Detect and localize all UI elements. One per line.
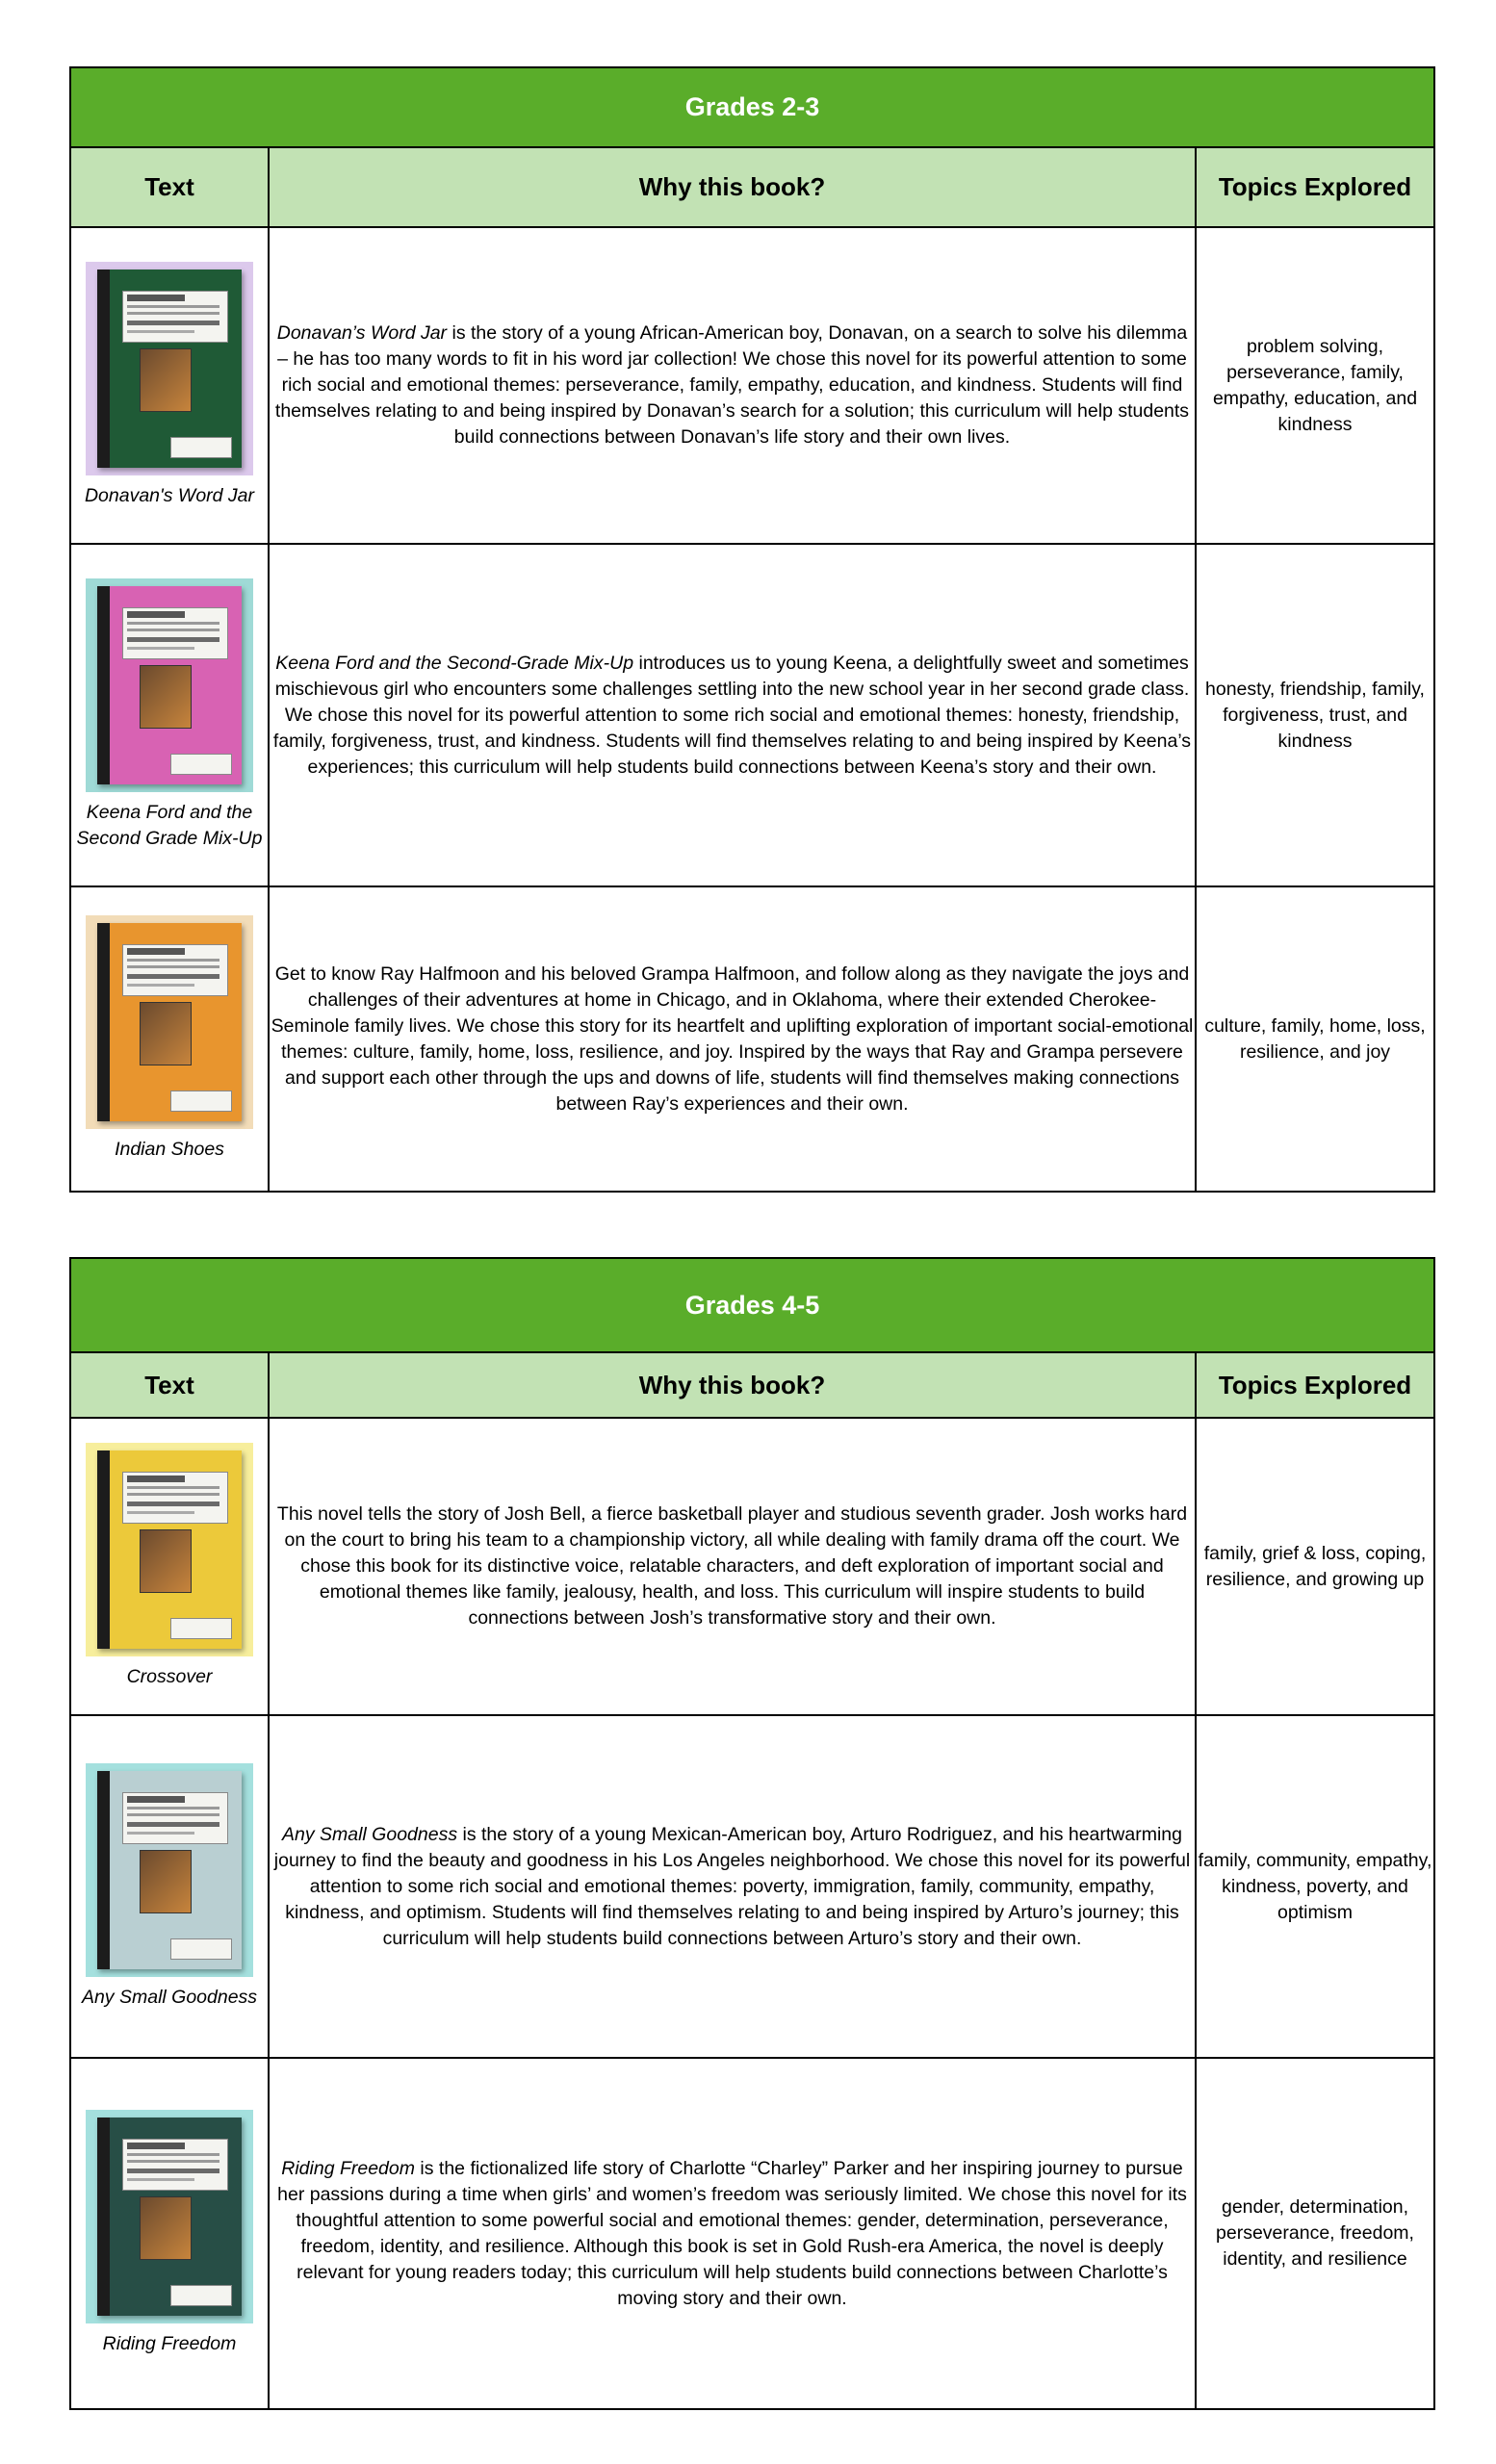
why-cell (269, 544, 1196, 886)
book-cover-image (86, 1443, 253, 1656)
why-book-title: Keena Ford and the Second-Grade Mix-Up (275, 652, 634, 674)
header-topics: Topics Explored (1196, 1352, 1434, 1418)
book-cover-image (86, 1763, 253, 1977)
book-cover-image (86, 262, 253, 475)
text-cell (70, 886, 269, 1192)
why-description: is the story of a young African-American boy, Donavan, on a search to solve his dilemma – he has too many words to fit in his word jar collection! We chose this novel for its powerful attention to some rich social and emotional themes: perseverance, family, empathy, education, and kindness. Students will find themselves relating to and being inspired by Donavan’s search for a solution; this curriculum will help students build connections between Donavan’s life story and their own lives. (274, 322, 1190, 448)
header-why: Why this book? (269, 147, 1196, 227)
text-cell (70, 1715, 269, 2058)
why-cell (269, 886, 1196, 1192)
why-description: is the story of a young Mexican-American boy, Arturo Rodriguez, and his heartwarming journey to find the beauty and goodness in his Los Angeles neighborhood. We chose this novel for its powerful attention to some rich social and emotional themes: poverty, immigration, family, community, empathy, kindness, and optimism. Students will find themselves relating to and being inspired by Arturo’s journey; this curriculum will help students build connections between Arturo’s story and their own. (273, 1823, 1191, 1949)
header-topics: Topics Explored (1196, 147, 1434, 227)
why-book-title: Any Small Goodness (281, 1823, 458, 1845)
why-description: introduces us to young Keena, a delightfully sweet and sometimes mischievous girl who encounters some challenges settling into the new school year in her second grade class. We chose this novel for its powerful attention to some rich social and emotional themes: honesty, friendship, family, forgiveness, trust, and kindness. Students will find themselves relating to and being inspired by Keena’s experiences; this curriculum will help students build connections between Keena’s story and their own. (272, 652, 1192, 778)
book-cover-image (86, 2110, 253, 2323)
topics-cell: culture, family, home, loss, resilience, and joy (1196, 886, 1434, 1192)
why-description: Get to know Ray Halfmoon and his beloved Grampa Halfmoon, and follow along as they navigate the joys and challenges of their adventures at home in Chicago, and in Oklahoma, where their extended Cherokee-Seminole family lives. We chose this story for its heartfelt and uplifting exploration of important social-emotional themes: culture, family, home, loss, resilience, and joy. Inspired by the ways that Ray and Grampa persevere and support each other through the ups and downs of life, students will find themselves making connections between Ray’s experiences and their own. (271, 962, 1194, 1115)
book-title: Crossover (126, 1666, 213, 1687)
topics-cell: honesty, friendship, family, forgiveness, trust, and kindness (1196, 544, 1434, 886)
table-row (70, 886, 1434, 1192)
text-cell (70, 227, 269, 544)
table-row (70, 2058, 1434, 2409)
why-cell (269, 1418, 1196, 1715)
why-cell (269, 227, 1196, 544)
book-cover-image (86, 915, 253, 1129)
book-title: Keena Ford and the Second Grade Mix-Up (76, 802, 263, 849)
why-book-title: Donavan’s Word Jar (276, 322, 448, 344)
book-title: Any Small Goodness (81, 1986, 258, 2008)
topics-cell: family, community, empathy, kindness, poverty, and optimism (1196, 1715, 1434, 2058)
why-cell (269, 2058, 1196, 2409)
book-cover-image (86, 578, 253, 792)
grades-2-3-table (69, 66, 1435, 1193)
table-row (70, 1715, 1434, 2058)
topics-cell: problem solving, perseverance, family, empathy, education, and kindness (1196, 227, 1434, 544)
why-description: This novel tells the story of Josh Bell, a fierce basketball player and studious seventh grader. Josh works hard on the court to bring his team to a championship victory, all while dealing with family drama off the court. We chose this book for its distinctive voice, relatable characters, and deft exploration of important social and emotional themes like family, jealousy, health, and loss. This curriculum will inspire students to build connections between Josh’s transformative story and their own. (276, 1503, 1188, 1629)
table-row (70, 227, 1434, 544)
text-cell (70, 2058, 269, 2409)
table-row (70, 1418, 1434, 1715)
text-cell (70, 1418, 269, 1715)
header-text: Text (70, 147, 269, 227)
grades-4-5-table (69, 1257, 1435, 2410)
book-title: Indian Shoes (115, 1139, 224, 1160)
book-title: Donavan's Word Jar (84, 485, 255, 506)
why-description: is the fictionalized life story of Charlotte “Charley” Parker and her inspiring journey to pursue her passions during a time when girls’ and women’s freedom was seriously limited. We chose this novel for its thoughtful attention to some powerful social and emotional themes: gender, determination, perseverance, freedom, identity, and resilience. Although this book is set in Gold Rush-era America, the novel is deeply relevant for young readers today; this curriculum will help students build connections between Charlotte’s moving story and their own. (277, 2157, 1187, 2309)
header-text: Text (70, 1352, 269, 1418)
text-cell (70, 544, 269, 886)
topics-cell: gender, determination, perseverance, freedom, identity, and resilience (1196, 2058, 1434, 2409)
table-row (70, 544, 1434, 886)
topics-cell: family, grief & loss, coping, resilience, and growing up (1196, 1418, 1434, 1715)
why-book-title: Riding Freedom (281, 2157, 415, 2179)
book-title: Riding Freedom (102, 2333, 237, 2354)
table-title: Grades 2-3 (70, 67, 1434, 147)
header-why: Why this book? (269, 1352, 1196, 1418)
why-cell (269, 1715, 1196, 2058)
table-title: Grades 4-5 (70, 1258, 1434, 1352)
